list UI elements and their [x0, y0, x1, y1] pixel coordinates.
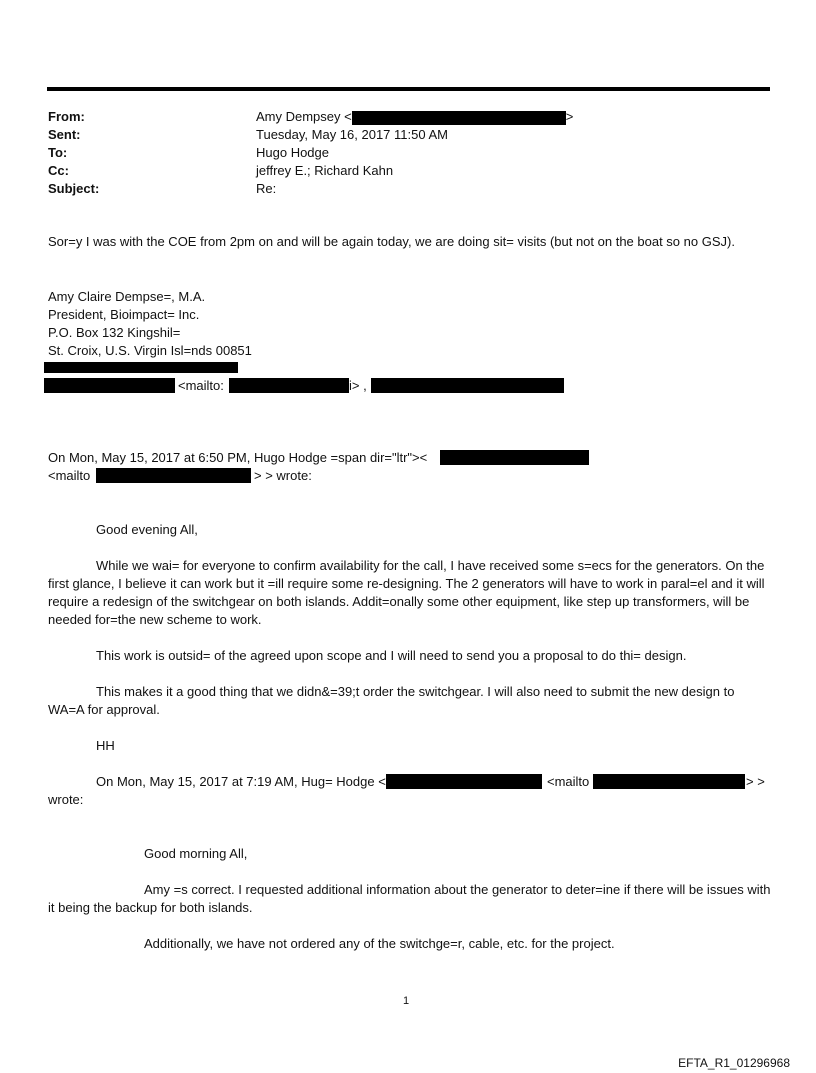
sent-value: Tuesday, May 16, 2017 11:50 AM	[256, 127, 448, 142]
quote-header-2-tail: > >	[746, 774, 765, 789]
signature-title: President, Bioimpact= Inc.	[48, 307, 200, 322]
signature-po-box: P.O. Box 132 Kingshil=	[48, 325, 181, 340]
signature-mailto-tail: i> ,	[349, 378, 367, 393]
to-value: Hugo Hodge	[256, 145, 329, 160]
initials: HH	[96, 738, 115, 753]
header-rule	[47, 87, 770, 91]
paragraph-specs: While we wai= for everyone to confirm availability for the call, I have received some s=ecs for the generators. On the first glance, I believe it can work but it =ill require some re-designing. The 2 generators will have to work in paral=el and it will require a redesign of the switchgear on both islands. Addit=onally some other equipment, like step up transformers, will be needed for=the new scheme to work.	[48, 558, 765, 627]
quote-header-1: On Mon, May 15, 2017 at 6:50 PM, Hugo Hodge =span dir="ltr"><	[48, 450, 428, 465]
quote-header-2-wrote: wrote:	[48, 792, 84, 807]
greeting-morning: Good morning All,	[144, 846, 248, 861]
paragraph-not-ordered: Additionally, we have not ordered any of the switchge=r, cable, etc. for the project.	[144, 936, 615, 951]
paragraph-scope: This work is outsid= of the agreed upon scope and I will need to send you a proposal to do thi= design.	[96, 648, 687, 663]
cc-value: jeffrey E.; Richard Kahn	[256, 163, 394, 178]
to-label: To:	[48, 145, 68, 160]
redaction-block	[440, 450, 589, 465]
redaction-block	[352, 111, 566, 125]
quote-header-1-mailto: <mailto	[48, 468, 91, 483]
page-number: 1	[403, 995, 410, 1007]
from-label: From:	[48, 109, 85, 124]
redaction-block	[44, 362, 238, 373]
redaction-block	[44, 378, 175, 393]
quote-header-2: On Mon, May 15, 2017 at 7:19 AM, Hug= Hodge <	[96, 774, 386, 789]
from-name: Amy Dempsey <	[256, 109, 352, 124]
paragraph-switchgear: This makes it a good thing that we didn&=39;t order the switchgear. I will also need to submit the new design to WA=A for approval.	[48, 684, 735, 717]
from-tail: >	[565, 109, 574, 124]
quote-header-2-mailto: <mailto	[547, 774, 590, 789]
redaction-block	[96, 468, 251, 483]
greeting-evening: Good evening All,	[96, 522, 198, 537]
document-id: EFTA_R1_01296968	[678, 1056, 790, 1070]
subject-label: Subject:	[48, 181, 100, 196]
signature-mailto: <mailto:	[178, 378, 224, 393]
from-value	[256, 108, 573, 126]
subject-value: Re:	[256, 181, 277, 196]
redaction-block	[593, 774, 745, 789]
intro-text: Sor=y I was with the COE from 2pm on and will be again today, we are doing sit= visits (but not on the boat so no GSJ).	[48, 234, 735, 249]
signature-name: Amy Claire Dempse=, M.A.	[48, 289, 206, 304]
redaction-block	[386, 774, 542, 789]
quote-header-1-wrote: > > wrote:	[254, 468, 312, 483]
sent-label: Sent:	[48, 127, 81, 142]
paragraph-generator: Amy =s correct. I requested additional information about the generator to deter=ine if there will be issues with it being the backup for both islands.	[48, 882, 771, 915]
redaction-block	[371, 378, 564, 393]
signature-city: St. Croix, U.S. Virgin Isl=nds 00851	[48, 343, 252, 358]
cc-label: Cc:	[48, 163, 69, 178]
redaction-block	[229, 378, 349, 393]
